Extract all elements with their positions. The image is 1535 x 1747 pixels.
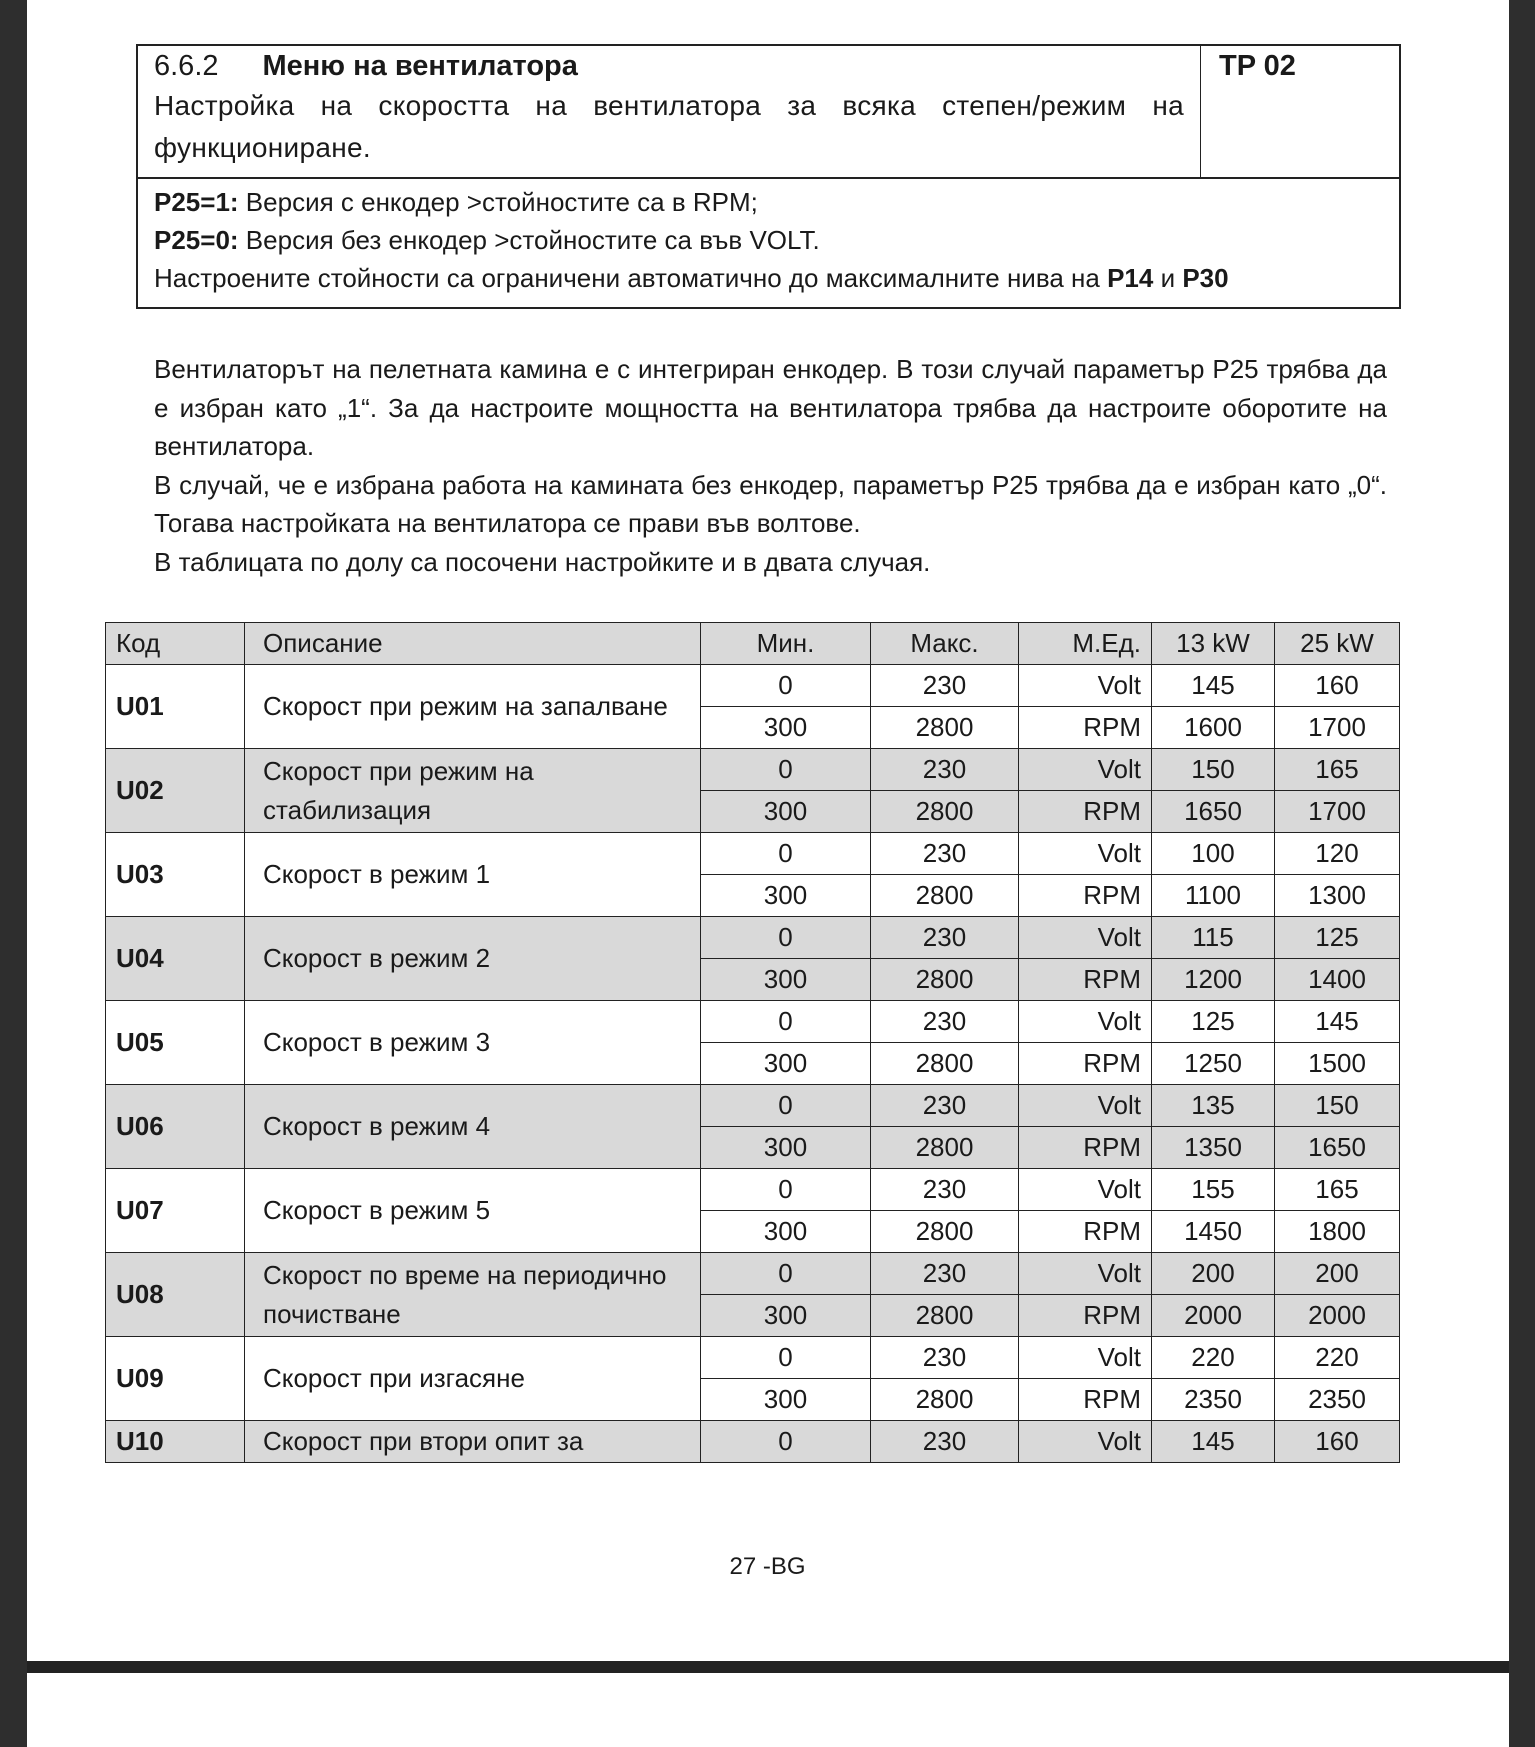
- section-description: Настройка на скоростта на вентилатора за всяка степен/режим на функциониране.: [154, 90, 1184, 163]
- unit: Volt: [1019, 833, 1152, 875]
- value-25kw: 145: [1275, 1001, 1400, 1043]
- value-13kw: 135: [1152, 1085, 1275, 1127]
- max-value: 2800: [871, 1295, 1019, 1337]
- max-value: 230: [871, 917, 1019, 959]
- section-header-main: [138, 46, 1201, 177]
- table-row: [106, 749, 1400, 791]
- param-description: Скорост в режим 4: [245, 1085, 701, 1169]
- min-value: 0: [701, 1169, 871, 1211]
- table-row: [106, 1085, 1400, 1127]
- min-value: 0: [701, 833, 871, 875]
- section-header-top: [138, 46, 1399, 179]
- unit: Volt: [1019, 1253, 1152, 1295]
- unit: RPM: [1019, 791, 1152, 833]
- value-13kw: 1650: [1152, 791, 1275, 833]
- min-value: 0: [701, 665, 871, 707]
- note-text: и: [1153, 263, 1183, 293]
- value-25kw: 2350: [1275, 1379, 1400, 1421]
- value-25kw: 165: [1275, 749, 1400, 791]
- unit: RPM: [1019, 1379, 1152, 1421]
- param-code: U08: [106, 1253, 245, 1337]
- param-description: Скорост по време на периодично почистване: [245, 1253, 701, 1337]
- min-value: 0: [701, 749, 871, 791]
- value-25kw: 150: [1275, 1085, 1400, 1127]
- max-value: 230: [871, 1337, 1019, 1379]
- value-25kw: 1700: [1275, 707, 1400, 749]
- value-13kw: 1600: [1152, 707, 1275, 749]
- value-25kw: 1800: [1275, 1211, 1400, 1253]
- unit: Volt: [1019, 1337, 1152, 1379]
- section-code: TP 02: [1219, 50, 1296, 82]
- unit: RPM: [1019, 1295, 1152, 1337]
- value-25kw: 220: [1275, 1337, 1400, 1379]
- note-key: P25=1:: [154, 187, 239, 217]
- min-value: 0: [701, 1001, 871, 1043]
- max-value: 230: [871, 833, 1019, 875]
- section-header-box: [136, 44, 1401, 309]
- max-value: 230: [871, 1001, 1019, 1043]
- col-max: Макс.: [871, 623, 1019, 665]
- param-description: Скорост в режим 2: [245, 917, 701, 1001]
- min-value: 300: [701, 1211, 871, 1253]
- note-limit: [154, 259, 1383, 297]
- min-value: 0: [701, 917, 871, 959]
- max-value: 2800: [871, 1043, 1019, 1085]
- value-13kw: 100: [1152, 833, 1275, 875]
- value-13kw: 2000: [1152, 1295, 1275, 1337]
- max-value: 230: [871, 1085, 1019, 1127]
- col-min: Мин.: [701, 623, 871, 665]
- value-13kw: 200: [1152, 1253, 1275, 1295]
- param-description: Скорост в режим 5: [245, 1169, 701, 1253]
- unit: RPM: [1019, 707, 1152, 749]
- value-25kw: 120: [1275, 833, 1400, 875]
- value-25kw: 165: [1275, 1169, 1400, 1211]
- param-code: U04: [106, 917, 245, 1001]
- min-value: 300: [701, 875, 871, 917]
- value-13kw: 115: [1152, 917, 1275, 959]
- viewer-left-edge: [0, 0, 27, 1747]
- param-code: U01: [106, 665, 245, 749]
- unit: Volt: [1019, 917, 1152, 959]
- min-value: 300: [701, 1379, 871, 1421]
- param-description: Скорост при втори опит за: [245, 1421, 701, 1463]
- max-value: 2800: [871, 707, 1019, 749]
- param-p14: P14: [1107, 263, 1154, 293]
- max-value: 2800: [871, 875, 1019, 917]
- note-p25-1: [154, 183, 1383, 221]
- table-row: [106, 833, 1400, 875]
- max-value: 2800: [871, 1127, 1019, 1169]
- paragraph: В случай, че е избрана работа на камината без енкодер, параметър P25 трябва да е избран като „0“. Тогава настройката на вентилатора се прави във волтове.: [154, 469, 1387, 538]
- note-text: Настроените стойности са ограничени автоматично до максималните нива на: [154, 263, 1108, 293]
- table-row: [106, 665, 1400, 707]
- max-value: 230: [871, 665, 1019, 707]
- unit: Volt: [1019, 749, 1152, 791]
- col-25kw: 25 kW: [1275, 623, 1400, 665]
- param-code: U07: [106, 1169, 245, 1253]
- unit: RPM: [1019, 959, 1152, 1001]
- col-unit: М.Ед.: [1019, 623, 1152, 665]
- unit: Volt: [1019, 1169, 1152, 1211]
- note-key: P25=0:: [154, 225, 239, 255]
- value-25kw: 200: [1275, 1253, 1400, 1295]
- value-13kw: 2350: [1152, 1379, 1275, 1421]
- param-description: Скорост при изгасяне: [245, 1337, 701, 1421]
- value-25kw: 160: [1275, 665, 1400, 707]
- table-row: [106, 1253, 1400, 1295]
- unit: RPM: [1019, 1127, 1152, 1169]
- value-13kw: 150: [1152, 749, 1275, 791]
- value-25kw: 1700: [1275, 791, 1400, 833]
- value-25kw: 1300: [1275, 875, 1400, 917]
- param-description: Скорост в режим 1: [245, 833, 701, 917]
- unit: Volt: [1019, 1421, 1152, 1463]
- fan-speed-table: [105, 622, 1400, 1463]
- value-25kw: 1650: [1275, 1127, 1400, 1169]
- page-number: 27 -BG: [729, 1553, 806, 1580]
- value-13kw: 220: [1152, 1337, 1275, 1379]
- table-row: [106, 1337, 1400, 1379]
- value-13kw: 1450: [1152, 1211, 1275, 1253]
- value-13kw: 125: [1152, 1001, 1275, 1043]
- min-value: 300: [701, 791, 871, 833]
- unit: Volt: [1019, 1001, 1152, 1043]
- min-value: 0: [701, 1253, 871, 1295]
- col-13kw: 13 kW: [1152, 623, 1275, 665]
- min-value: 0: [701, 1421, 871, 1463]
- unit: RPM: [1019, 875, 1152, 917]
- param-description: Скорост при режим на запалване: [245, 665, 701, 749]
- page-separator: [27, 1661, 1509, 1673]
- param-description: Скорост при режим на стабилизация: [245, 749, 701, 833]
- unit: Volt: [1019, 1085, 1152, 1127]
- value-13kw: 1200: [1152, 959, 1275, 1001]
- min-value: 300: [701, 1043, 871, 1085]
- value-13kw: 145: [1152, 1421, 1275, 1463]
- value-25kw: 1500: [1275, 1043, 1400, 1085]
- unit: RPM: [1019, 1043, 1152, 1085]
- param-code: U05: [106, 1001, 245, 1085]
- min-value: 300: [701, 1127, 871, 1169]
- value-25kw: 2000: [1275, 1295, 1400, 1337]
- value-13kw: 155: [1152, 1169, 1275, 1211]
- note-text: Версия без енкодер >стойностите са във VOLT.: [238, 225, 820, 255]
- min-value: 300: [701, 1295, 871, 1337]
- max-value: 2800: [871, 959, 1019, 1001]
- max-value: 230: [871, 1253, 1019, 1295]
- note-p25-0: [154, 221, 1383, 259]
- table-row: [106, 1169, 1400, 1211]
- min-value: 0: [701, 1085, 871, 1127]
- unit: Volt: [1019, 665, 1152, 707]
- paragraph: Вентилаторът на пелетната камина е с интегриран енкодер. В този случай параметър P25 трябва да е избран като „1“. За да настроите мощността на вентилатора трябва да настроите оборотите на вентилатора.: [154, 354, 1387, 461]
- col-code: Код: [106, 623, 245, 665]
- param-description: Скорост в режим 3: [245, 1001, 701, 1085]
- max-value: 230: [871, 749, 1019, 791]
- paragraph: В таблицата по долу са посочени настройките и в двата случая.: [154, 546, 931, 577]
- param-p30: P30: [1182, 263, 1229, 293]
- param-code: U03: [106, 833, 245, 917]
- value-13kw: 1100: [1152, 875, 1275, 917]
- col-description: Описание: [245, 623, 701, 665]
- max-value: 2800: [871, 1211, 1019, 1253]
- max-value: 230: [871, 1421, 1019, 1463]
- value-13kw: 1350: [1152, 1127, 1275, 1169]
- param-code: U09: [106, 1337, 245, 1421]
- table-row: [106, 1421, 1400, 1463]
- min-value: 0: [701, 1337, 871, 1379]
- section-notes: [138, 179, 1399, 301]
- param-code: U06: [106, 1085, 245, 1169]
- value-13kw: 145: [1152, 665, 1275, 707]
- min-value: 300: [701, 707, 871, 749]
- body-text: [154, 350, 1387, 581]
- max-value: 2800: [871, 791, 1019, 833]
- max-value: 2800: [871, 1379, 1019, 1421]
- min-value: 300: [701, 959, 871, 1001]
- value-25kw: 1400: [1275, 959, 1400, 1001]
- max-value: 230: [871, 1169, 1019, 1211]
- value-25kw: 160: [1275, 1421, 1400, 1463]
- value-13kw: 1250: [1152, 1043, 1275, 1085]
- table-row: [106, 917, 1400, 959]
- section-title: Меню на вентилатора: [262, 50, 578, 82]
- section-number: 6.6.2: [154, 50, 219, 82]
- param-code: U10: [106, 1421, 245, 1463]
- viewer-right-edge: [1509, 0, 1535, 1747]
- table-header-row: [106, 623, 1400, 665]
- table-row: [106, 1001, 1400, 1043]
- param-code: U02: [106, 749, 245, 833]
- unit: RPM: [1019, 1211, 1152, 1253]
- value-25kw: 125: [1275, 917, 1400, 959]
- note-text: Версия с енкодер >стойностите са в RPM;: [238, 187, 758, 217]
